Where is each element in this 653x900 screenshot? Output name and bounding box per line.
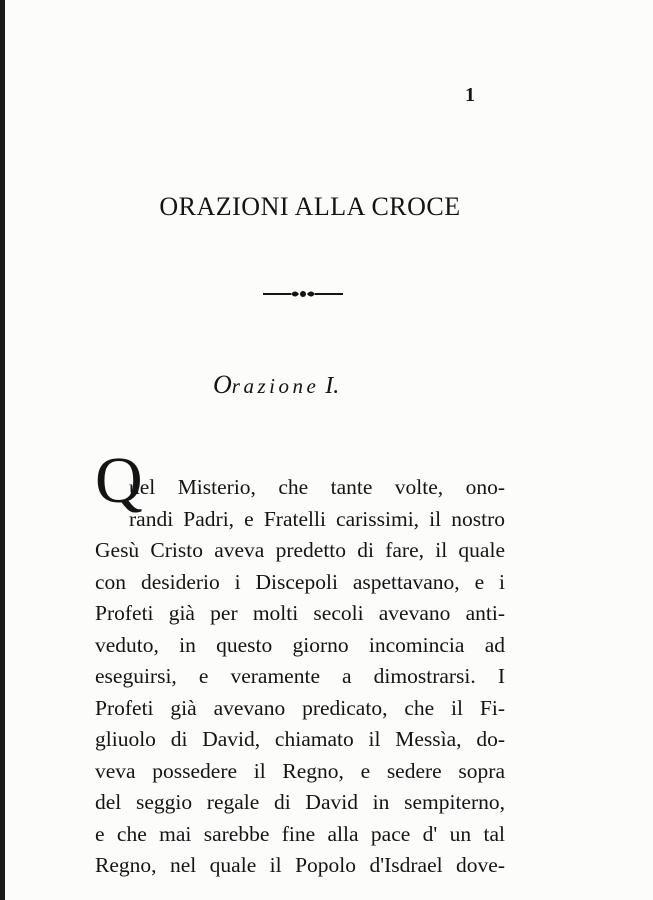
- text-line: Regno, nel quale il Popolo d'Isdrael dove-: [95, 853, 505, 877]
- page-title: ORAZIONI ALLA CROCE: [159, 192, 461, 221]
- drop-cap: Q: [95, 444, 143, 517]
- text-line: e che mai sarebbe fine alla pace d' un tal: [95, 821, 505, 846]
- text-line: veduto, in questo giorno incomincia ad: [95, 632, 505, 657]
- text-line: con desiderio i Discepoli aspettavano, e i: [95, 569, 505, 594]
- page-number: 1: [465, 84, 475, 106]
- section-heading-numeral: I.: [325, 373, 340, 399]
- ornament-divider-icon: [263, 287, 343, 301]
- page-edge: [0, 0, 5, 900]
- text-line: Profeti già avevano predicato, che il Fi-: [95, 695, 505, 720]
- text-line: randi Padri, e Fratelli carissimi, il nostro: [129, 506, 505, 531]
- text-line: Gesù Cristo aveva predetto di fare, il quale: [95, 538, 505, 562]
- text-line: veva possedere il Regno, e sedere sopra: [95, 758, 505, 783]
- text-line: del seggio regale di David in sempiterno,: [95, 790, 505, 814]
- text-line: uel Misterio, che tante volte, ono-: [129, 475, 505, 499]
- text-line: eseguirsi, e veramente a dimostrarsi. I: [95, 664, 505, 688]
- text-line: Profeti già per molti secoli avevano anti-: [95, 601, 505, 625]
- text-line: gliuolo di David, chiamato il Messìa, do-: [95, 727, 505, 751]
- section-heading: [213, 370, 339, 400]
- section-heading-word: razione: [231, 374, 320, 398]
- section-heading-initial: O: [213, 370, 232, 399]
